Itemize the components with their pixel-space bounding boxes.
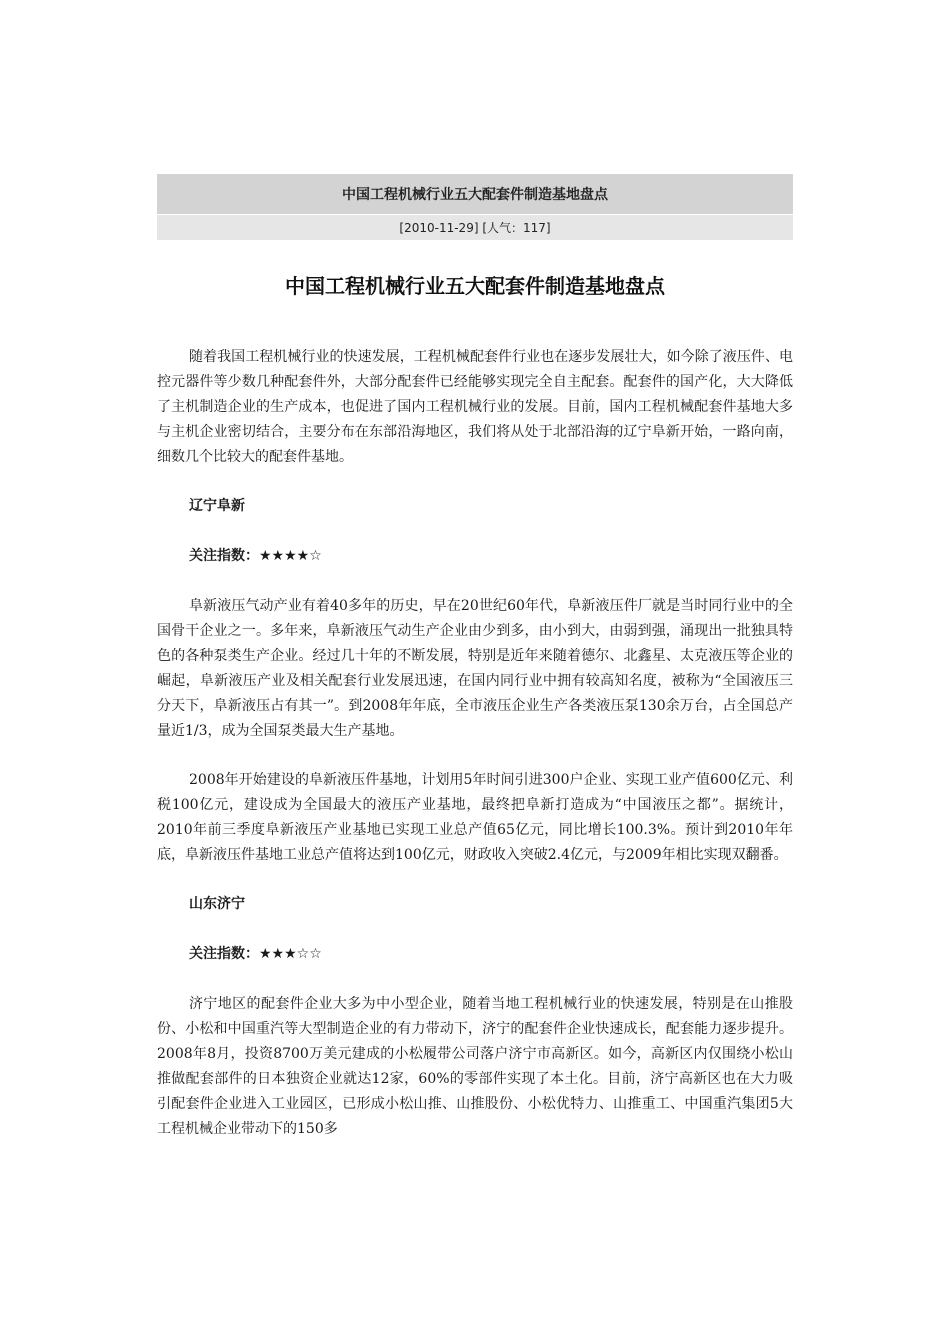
article-header-bar xyxy=(157,174,793,214)
header-bar-title: 中国工程机械行业五大配套件制造基地盘点 xyxy=(342,187,608,203)
article-meta-bar xyxy=(157,215,793,240)
fuxin-paragraph-2: 2008年开始建设的阜新液压件基地，计划用5年时间引进300户企业、实现工业产值600亿元、利税100亿元，建设成为全国最大的液压产业基地，最终把阜新打造成为“中国液压之都”。据统计，2010年前三季度阜新液压产业基地已实现工业总产值65亿元，同比增长100.3%。预计到2010年年底，阜新液压件基地工业总产值将达到100亿元，财政收入突破2.4亿元，与2009年相比实现双翻番。 xyxy=(157,772,793,863)
section-heading-liaoning-fuxin: 辽宁阜新 xyxy=(189,498,245,514)
intro-paragraph: 随着我国工程机械行业的快速发展，工程机械配套件行业也在逐步发展壮大，如今除了液压件、电控元器件等少数几种配套件外，大部分配套件已经能够实现完全自主配套。配套件的国产化，大大降低了主机制造企业的生产成本，也促进了国内工程机械行业的发展。目前，国内工程机械配套件基地大多与主机企业密切结合，主要分布在东部沿海地区，我们将从处于北部沿海的辽宁阜新开始，一路向南，细数几个比较大的配套件基地。 xyxy=(157,349,793,465)
publish-date-and-views: [2010-11-29] [人气：117] xyxy=(399,221,551,235)
jining-paragraph-1: 济宁地区的配套件企业大多为中小型企业，随着当地工程机械行业的快速发展，特别是在山推股份、小松和中国重汽等大型制造企业的有力带动下，济宁的配套件企业快速成长，配套能力逐步提升。2008年8月，投资8700万美元建成的小松履带公司落户济宁市高新区。如今，高新区内仅围绕小松山推做配套部件的日本独资企业就达12家，60%的零部件实现了本土化。目前，济宁高新区也在大力吸引配套件企业进入工业园区，已形成小松山推、山推股份、小松优特力、山推重工、中国重汽集团5大工程机械企业带动下的150多 xyxy=(157,996,793,1137)
fuxin-paragraph-1: 阜新液压气动产业有着40多年的历史，早在20世纪60年代，阜新液压件厂就是当时同行业中的全国骨干企业之一。多年来，阜新液压气动生产企业由少到多，由小到大，由弱到强，涌现出一批独具特色的各种泵类生产企业。经过几十年的不断发展，特别是近年来随着德尔、北鑫星、太克液压等企业的崛起，阜新液压产业及相关配套行业发展迅速，在国内同行业中拥有较高知名度，被称为“全国液压三分天下，阜新液压占有其一”。到2008年年底，全市液压企业生产各类液压泵130余万台，占全国总产量近1/3，成为全国泵类最大生产基地。 xyxy=(157,598,793,739)
section-heading-shandong-jining: 山东济宁 xyxy=(189,896,245,912)
article-body xyxy=(157,345,793,1166)
section-rating-shandong-jining: 关注指数：★★★☆☆ xyxy=(189,946,322,962)
page-title: 中国工程机械行业五大配套件制造基地盘点 xyxy=(285,274,665,298)
section-rating-liaoning-fuxin: 关注指数：★★★★☆ xyxy=(189,548,322,564)
